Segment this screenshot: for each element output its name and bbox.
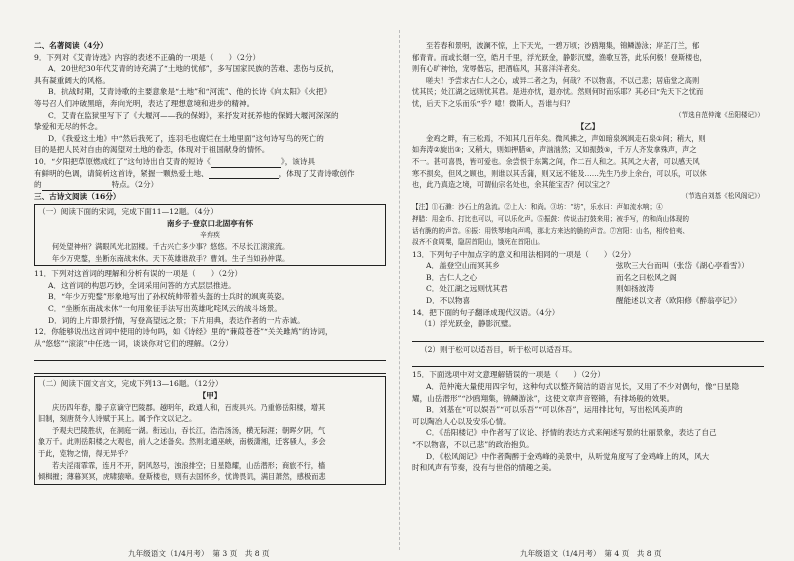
q9-option-c-1: C．艾青在监狱里写下了《大堰河——我的保姆》，来抒发对抚养他的保姆大堰河深深的 bbox=[48, 110, 339, 120]
question-12-line-1: 12．你能够说出这首词中使用的诗句吗，如《诗经》里的“蒹葭苍苍”“关关雎鸠”的诗词， bbox=[34, 327, 333, 337]
yi-line-3: 不一。甚可喜畏，皆可爱也。余尝恨于东篱之间，作二百人和之。其风之大者，可以感天风 bbox=[412, 156, 700, 166]
q9-option-d-2: 目的是把人民对自由的渴望对土地的眷恋，体现对于祖国献身的情怀。 bbox=[34, 145, 270, 155]
q15-option-a-1: A．范仲淹大量使用四字句，这种句式以整齐简洁的语言见长，又用了不少对偶句，像“日星隐 bbox=[426, 382, 740, 392]
q15-option-d-2: 时和风声有节奏，没有与世俗的情趣之美。 bbox=[412, 463, 557, 473]
q15-option-a-2: 耀，山岳潜形”“沙鸥翔集，锦鳞游泳”，这使文章声音铿锵，有排场般的效果。 bbox=[412, 393, 675, 403]
source-yi: （节选自刘基《松风阁记》） bbox=[681, 191, 764, 200]
note-line-4: 叔齐不食周粟，隐居首阳山，饿死在首阳山。 bbox=[412, 238, 544, 247]
left-page-footer: 九年级语文（1/4月考） 第 3 页 共 8 页 bbox=[128, 549, 270, 558]
jia-cont-6: 忧，后天下之乐而乐”乎？噫！微斯人，吾谁与归？ bbox=[412, 98, 574, 108]
note-line-2: 押腊：用金币、打比也可以，可以乐化声。⑤振鼓：传说击打鼓来用；被手写，的和尚山体现的 bbox=[412, 214, 689, 223]
question-15: 15．下面选项中对文意理解错误的一项是（ ）（2分） bbox=[412, 370, 605, 380]
q15-option-b-1: B．刘基在“可以娱吾”“可以乐吾”“可以休吾”，运用排比句，写出松风美声的 bbox=[426, 405, 683, 415]
question-14: 14．把下面的句子翻译成现代汉语。（4分） bbox=[412, 307, 560, 317]
yi-line-5: 也，此乃真造之境，可谓仙宗名处也，余其能宝否？何以宝之？ bbox=[412, 180, 614, 190]
passage-yi-label: 【乙】 bbox=[576, 122, 600, 132]
poem-line-1: 何处望神州？满眼风光北固楼。千古兴亡多少事？悠悠。不尽长江滚滚流。 bbox=[52, 242, 290, 252]
question-10-line-2: 有鲜明的色调，请简析这首诗，紧握一颗热爱土地、 ，体现了艾青诗歌创作 bbox=[34, 168, 355, 178]
jia-line-2: 旧制，刻唐贤今人诗赋于其上。属予作文以记之。 bbox=[38, 414, 197, 424]
jia-cont-5: 忧其民；处江湖之远则忧其君。是进亦忧，退亦忧。然则何时而乐耶？其必曰“先天下之忧而 bbox=[412, 87, 704, 97]
answer-line[interactable] bbox=[412, 356, 764, 367]
answer-line[interactable] bbox=[34, 350, 386, 361]
jia-line-1: 庆历四年春，滕子京谪守巴陵郡。越明年，政通人和，百废具兴。乃重修岳阳楼，增其 bbox=[52, 402, 326, 412]
q11-option-c: C．“坐断东南战未休”一句用象征手法写出英雄叱咤风云的战斗场景。 bbox=[48, 304, 282, 314]
q9-option-b-2: 等号召人们冲破黑暗，奔向光明，表达了理想意境和进步的精神。 bbox=[34, 98, 255, 108]
answer-blank[interactable] bbox=[209, 170, 279, 179]
q13-option-a: A．盖登空山而冥其乡 弦吹三大台而叫（张岱《湖心亭看雪》） bbox=[426, 261, 749, 271]
answer-blank[interactable] bbox=[211, 159, 281, 168]
prose-box bbox=[34, 376, 386, 484]
note-line-3: 话有脆的的声音。⑥振：用铁琴地向声鸣，那北方来达的脆的声音。⑦宫阳：山名，相传伯夷、 bbox=[412, 226, 689, 235]
jia-line-5: 于此，览物之情，得无异乎？ bbox=[38, 449, 132, 458]
jia-cont-3: 则有心旷神怡，宠辱偕忘，把酒临风，其喜洋洋者矣。 bbox=[412, 64, 585, 74]
question-13: 13．下列句子中加点字的意义和用法相同的一项是（ ）（2分） bbox=[412, 249, 636, 259]
q15-option-c-1: C．《岳阳楼记》中作者写了议论、抒情的表达方式来阐述写景的壮丽景象，表达了自己 bbox=[426, 428, 717, 438]
poem-title: 南乡子·登京口北固亭有怀 bbox=[166, 218, 254, 228]
q14-item-1: （1）浮光跃金，静影沉璧。 bbox=[420, 319, 516, 329]
jia-cont-2: 郁青青。而或长烟一空，皓月千里，浮光跃金，静影沉璧，渔歌互答，此乐何极！登斯楼也， bbox=[412, 52, 707, 62]
q13-option-b: B．古仁人之心 而名之曰松风之阁 bbox=[426, 272, 677, 282]
question-12-line-2: 从“悠悠”“滚滚”中任选一词，谈谈你对它们的理解。（2分） bbox=[34, 338, 233, 348]
q11-option-d: D．词的上片即景抒情，写登高望远之景；下片用典，表达作者的一片赤诚。 bbox=[48, 315, 305, 325]
yi-line-2: 如奔涛②旋出③；又稍大，则如押腊④，声汹汹然；又如振鼓⑤，千万人齐发拿殊声，声之 bbox=[412, 145, 697, 155]
q9-option-a-2: 具有凝重阔大的风格。 bbox=[34, 75, 110, 85]
poem-box bbox=[34, 204, 386, 266]
q9-option-b-1: B．抗战时期，艾青诗歌的主要意象是“土地”和“河流”、他的长诗《向太阳》《火把》 bbox=[48, 87, 332, 97]
q9-option-d-1: D．《我爱这土地》中“然后我死了，连羽毛也腐烂在土地里面”这句诗写鸟的死亡的 bbox=[48, 133, 324, 143]
question-9: 9．下列对《艾青诗选》内容的表述不正确的一项是（ ）（2分） bbox=[34, 52, 261, 62]
q11-option-a: A．这首词的构思巧妙，全词采用问答的方式层层推进。 bbox=[48, 280, 236, 290]
passage-jia-label: 【甲】 bbox=[198, 391, 222, 401]
q15-option-d-1: D．《松风阁记》中作者陶醉于金鸡峰的美景中，从听觉角度写了金鸡峰上的风，风大 bbox=[426, 451, 710, 461]
question-10-line-3: 的 特点。（2分） bbox=[34, 180, 159, 190]
answer-blank[interactable] bbox=[42, 182, 112, 191]
left-page bbox=[34, 40, 386, 545]
question-11: 11．下列对这首词的理解和分析有误的一项是（ ）（2分） bbox=[34, 269, 243, 279]
jia-line-4: 象万千。此则岳阳楼之大观也，前人之述备矣。然则北通巫峡，南极潇湘，迁客骚人，多会 bbox=[38, 437, 326, 447]
q14-item-2: （2）则于松可以适吾目，听于松可以适吾耳。 bbox=[420, 344, 577, 354]
jia-line-7: 倾楫摧；薄暮冥冥，虎啸猿啼。登斯楼也，则有去国怀乡，忧谗畏讥，满目萧然，感极而悲 bbox=[38, 472, 326, 482]
section-3-heading: 三、古诗文阅读（16分） bbox=[34, 191, 121, 201]
answer-line[interactable] bbox=[34, 363, 386, 374]
note-line-1: 【注】①石濑：沙石上的急流。②上人：和尚。③坊：“坊”，乐水曰：声如流水响；④ bbox=[412, 203, 663, 212]
q9-option-c-2: 挚爱和无尽的怀念。 bbox=[34, 122, 103, 132]
jia-cont-1: 至若春和景明，波澜不惊，上下天光，一碧万顷；沙鸥翔集，锦鳞游泳；岸芷汀兰，郁 bbox=[426, 41, 700, 50]
part-2-heading: （二）阅读下面文言文，完成下列13—16题。（12分） bbox=[38, 379, 223, 389]
question-10-line-1: 10．“夕阳把草原燃成红了”这句诗出自艾青的短诗《 》，该诗具 bbox=[34, 156, 316, 166]
q15-option-b-2: 可以陶冶人心以及安乐心情。 bbox=[412, 416, 511, 426]
yi-line-1: 金鸡之畔，有三松焉，不知其几百年矣。微风拂之，声如暗泉飒飒走石泉①间；稍大，则 bbox=[426, 133, 706, 143]
section-2-heading: 二、名著阅读（4分） bbox=[34, 41, 108, 50]
q13-option-d: D．不以物喜 醒能述以文者（欧阳修《醉翁亭记》） bbox=[426, 296, 742, 306]
q13-option-c: C．处江湖之远则忧其君 则如扬波涛 bbox=[426, 284, 654, 294]
jia-line-6: 若夫淫雨霏霏，连月不开，阴风怒号，浊浪排空；日星隐耀，山岳潜形；商旅不行，樯 bbox=[52, 460, 326, 470]
answer-line[interactable] bbox=[412, 331, 764, 342]
q9-option-a-1: A．20世纪30年代艾青的诗充满了“土地的忧郁”，多写国家民族的苦难、悲伤与反抗， bbox=[48, 64, 339, 74]
yi-line-4: 寒不损矣，但风之顾也，则谁以其舌蒲，则又远不能及……先生乃步上余台，可以乐，可以休 bbox=[412, 168, 707, 178]
q11-option-b: B．“年少万兜鍪”形象地写出了孙权统帅带着头盔的士兵时的飒爽英姿。 bbox=[48, 292, 290, 302]
right-page bbox=[412, 40, 764, 545]
poem-author: 辛弃疾 bbox=[200, 230, 220, 239]
source-jia: （节选自范仲淹《岳阳楼记》） bbox=[674, 110, 764, 119]
part-1-heading: （一）阅读下面的宋词，完成下面11—12题。（4分） bbox=[38, 207, 218, 217]
right-page-footer: 九年级语文（1/4月考） 第 4 页 共 8 页 bbox=[520, 549, 662, 558]
jia-cont-4: 嗟夫！予尝求古仁人之心，或异二者之为，何哉？不以物喜，不以己悲；居庙堂之高则 bbox=[426, 75, 700, 85]
page-divider bbox=[399, 30, 400, 550]
jia-line-3: 予观夫巴陵胜状，在洞庭一湖。衔远山，吞长江，浩浩汤汤，横无际涯；朝晖夕阴，气 bbox=[52, 425, 326, 435]
poem-line-2: 年少万兜鍪，坐断东南战未休。天下英雄谁敌手？曹刘。生子当如孙仲谋。 bbox=[52, 253, 290, 263]
q15-option-c-2: “不以物喜，不以己悲”的政治抱负。 bbox=[412, 440, 534, 449]
